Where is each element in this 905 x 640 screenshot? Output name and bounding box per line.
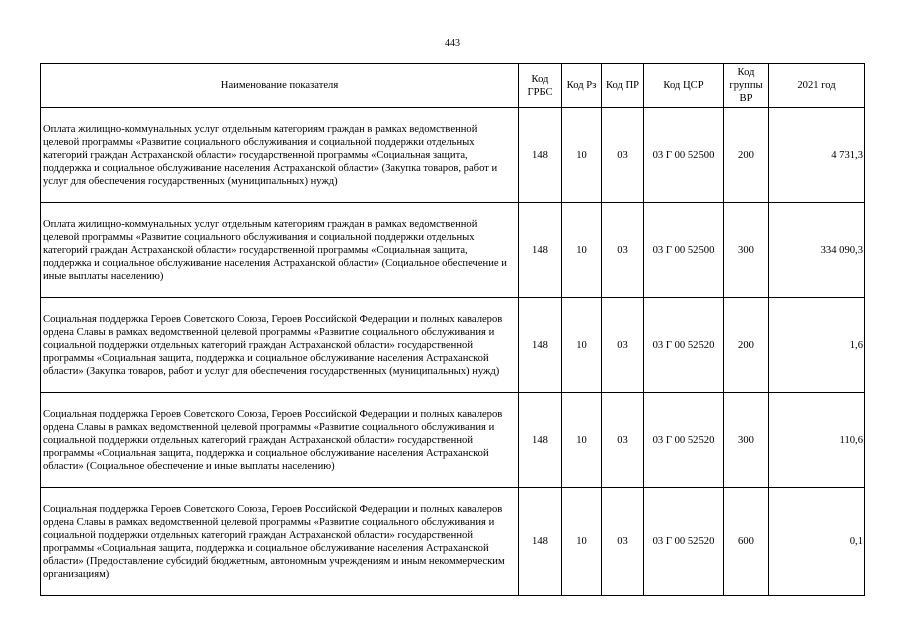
row-amount: 110,6 (769, 393, 865, 488)
row-csr: 03 Г 00 52520 (644, 488, 724, 596)
page-number: 443 (445, 38, 460, 49)
row-csr: 03 Г 00 52520 (644, 298, 724, 393)
row-vr: 300 (724, 203, 769, 298)
table-row (41, 203, 865, 298)
row-rz: 10 (562, 393, 602, 488)
row-rz: 10 (562, 488, 602, 596)
row-pr: 03 (602, 203, 644, 298)
row-vr: 200 (724, 298, 769, 393)
budget-table (40, 63, 865, 596)
row-name: Оплата жилищно-коммунальных услуг отдельным категориям граждан в рамках ведомственной целевой программы «Развитие социального обслуживания и социальной поддержки отдельных категорий граждан Астраханской области» государственной программы «Социальная защита, поддержка и социальное обслуживание населения Астраханской области» (Социальное обеспечение и иные выплаты населению) (41, 203, 519, 298)
table-row (41, 393, 865, 488)
row-amount: 1,6 (769, 298, 865, 393)
table-row (41, 488, 865, 596)
row-vr: 300 (724, 393, 769, 488)
row-grbs: 148 (519, 393, 562, 488)
header-name: Наименование показателя (41, 64, 519, 108)
row-amount: 4 731,3 (769, 108, 865, 203)
table-row (41, 298, 865, 393)
row-amount: 0,1 (769, 488, 865, 596)
row-name: Оплата жилищно-коммунальных услуг отдельным категориям граждан в рамках ведомственной целевой программы «Развитие социального обслуживания и социальной поддержки отдельных категорий граждан Астраханской области» государственной программы «Социальная защита, поддержка и социальное обслуживание населения Астраханской области» (Закупка товаров, работ и услуг для обеспечения государственных (муниципальных) нужд) (41, 108, 519, 203)
row-name: Социальная поддержка Героев Советского Союза, Героев Российской Федерации и полных кавалеров ордена Славы в рамках ведомственной целевой программы «Развитие социального обслуживания и социальной поддержки отдельных категорий граждан Астраханской области» государственной программы «Социальная защита, поддержка и социальное обслуживание населения Астраханской области» (Закупка товаров, работ и услуг для обеспечения государственных (муниципальных) нужд) (41, 298, 519, 393)
header-pr: Код ПР (602, 64, 644, 108)
row-vr: 200 (724, 108, 769, 203)
row-rz: 10 (562, 203, 602, 298)
row-pr: 03 (602, 393, 644, 488)
row-grbs: 148 (519, 488, 562, 596)
row-grbs: 148 (519, 108, 562, 203)
row-grbs: 148 (519, 203, 562, 298)
header-rz: Код Рз (562, 64, 602, 108)
header-grbs: Код ГРБС (519, 64, 562, 108)
row-csr: 03 Г 00 52500 (644, 108, 724, 203)
row-vr: 600 (724, 488, 769, 596)
header-csr: Код ЦСР (644, 64, 724, 108)
row-pr: 03 (602, 488, 644, 596)
table-header-row (41, 64, 865, 108)
row-name: Социальная поддержка Героев Советского Союза, Героев Российской Федерации и полных кавалеров ордена Славы в рамках ведомственной целевой программы «Развитие социального обслуживания и социальной поддержки отдельных категорий граждан Астраханской области» государственной программы «Социальная защита, поддержка и социальное обслуживание населения Астраханской области» (Предоставление субсидий бюджетным, автономным учреждениям и иным некоммерческим организациям) (41, 488, 519, 596)
row-rz: 10 (562, 298, 602, 393)
row-amount: 334 090,3 (769, 203, 865, 298)
row-rz: 10 (562, 108, 602, 203)
header-vr: Код группы ВР (724, 64, 769, 108)
row-csr: 03 Г 00 52520 (644, 393, 724, 488)
table-row (41, 108, 865, 203)
row-pr: 03 (602, 108, 644, 203)
row-grbs: 148 (519, 298, 562, 393)
row-csr: 03 Г 00 52500 (644, 203, 724, 298)
row-pr: 03 (602, 298, 644, 393)
header-year: 2021 год (769, 64, 865, 108)
row-name: Социальная поддержка Героев Советского Союза, Героев Российской Федерации и полных кавалеров ордена Славы в рамках ведомственной целевой программы «Развитие социального обслуживания и социальной поддержки отдельных категорий граждан Астраханской области» государственной программы «Социальная защита, поддержка и социальное обслуживание населения Астраханской области» (Социальное обеспечение и иные выплаты населению) (41, 393, 519, 488)
